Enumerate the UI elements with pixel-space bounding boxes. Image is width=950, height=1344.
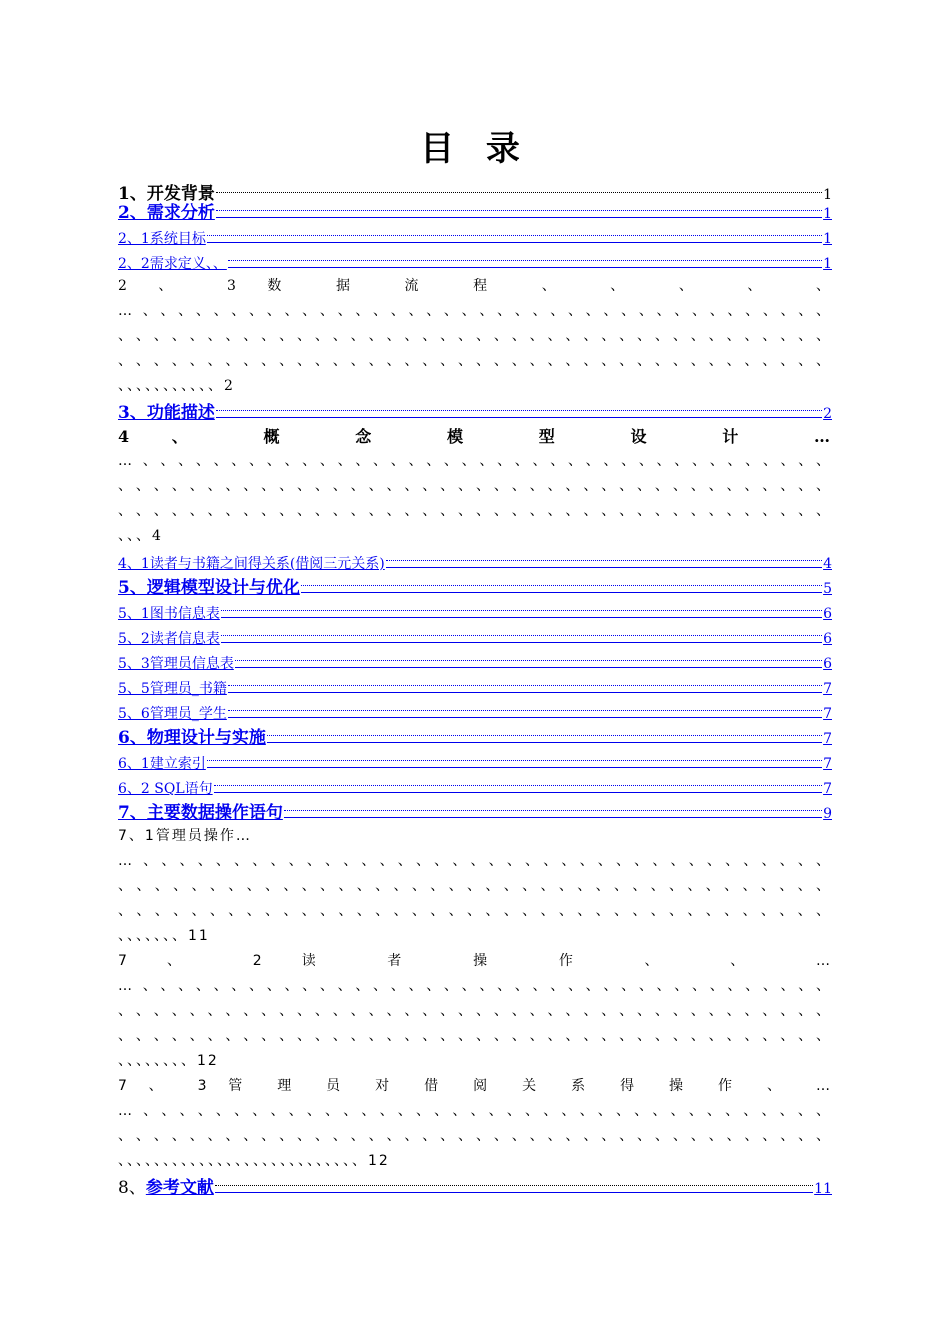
toc-link[interactable] xyxy=(118,399,832,424)
toc-entry[interactable] xyxy=(118,1174,832,1199)
toc-link[interactable] xyxy=(118,699,832,724)
toc-entry-label: 6、物理设计与实施 xyxy=(118,728,266,748)
toc-link[interactable] xyxy=(118,249,832,274)
toc-entry-label: 5、逻辑模型设计与优化 xyxy=(118,578,300,598)
toc-broken-line: 7、1管理员操作… xyxy=(118,828,252,844)
toc-entry-page: 1 xyxy=(823,256,832,272)
toc-entry-label: 5、5管理员_书籍 xyxy=(118,681,227,697)
toc-entry-page: 6 xyxy=(823,606,832,622)
toc-broken-line: 、、、、、、、、、、、、、、、、、、、、、、、、、、、、、、、、、、、、、、、、 xyxy=(118,1028,832,1044)
toc-entry-page: 1 xyxy=(823,231,832,247)
dot-leader xyxy=(228,699,822,718)
toc-entry-page: 7 xyxy=(823,731,832,747)
toc-link[interactable] xyxy=(118,224,832,249)
toc-entry-label: 3、功能描述 xyxy=(118,403,215,423)
toc-broken-entry xyxy=(118,1074,832,1174)
toc-entry-page: 11 xyxy=(814,1181,832,1197)
dot-leader xyxy=(235,649,822,668)
toc-entry-prefix: 8、 xyxy=(118,1178,146,1198)
dot-leader xyxy=(216,199,822,218)
toc-entry-label: 2、需求分析 xyxy=(118,203,215,223)
dot-leader xyxy=(221,624,822,643)
dot-leader xyxy=(207,224,822,243)
toc-broken-line: 7 、 3 管 理 员 对 借 阅 关 系 得 操 作 、 … xyxy=(118,1078,832,1094)
dot-leader xyxy=(214,774,822,793)
toc-broken-line: 、、、、、、、、、、、、、、、、、、、、、、、、、、、、、、、、、、、、、、、、 xyxy=(118,353,832,369)
dot-leader xyxy=(228,249,822,268)
toc-entry-label: 2、2需求定义、、 xyxy=(118,256,227,272)
toc-link[interactable] xyxy=(118,749,832,774)
toc-broken-line: …、、、、、、、、、、、、、、、、、、、、、、、、、、、、、、、、、、、、、、、 xyxy=(118,303,832,319)
toc-broken-line: …、、、、、、、、、、、、、、、、、、、、、、、、、、、、、、、、、、、、、、、 xyxy=(118,978,832,994)
toc-entry-label[interactable]: 参考文献 xyxy=(145,1178,214,1198)
toc-link[interactable] xyxy=(118,199,832,224)
dot-leader xyxy=(216,399,822,418)
dot-leader xyxy=(221,599,822,618)
toc-broken-line: 、、、4 xyxy=(118,528,163,544)
toc-link[interactable] xyxy=(118,574,832,599)
toc-broken-line: 、、、、、、、、、、、、、、、、、、、、、、、、、、、、、、、、、、、、、、、 xyxy=(118,878,832,894)
toc-broken-entry xyxy=(118,824,832,949)
toc-entry-label: 6、1建立索引 xyxy=(118,756,206,772)
toc-entry-label: 5、1图书信息表 xyxy=(118,606,220,622)
toc-link[interactable] xyxy=(118,774,832,799)
toc-broken-line: 、、、、、、、、、、、、、、、、、、、、、、、、、、、、、、、、、、、、、、、、 xyxy=(118,478,832,494)
toc-link[interactable] xyxy=(118,599,832,624)
toc-broken-line: 、、、、、、、、、、、、、、、、、、、、、、、、、、、、、、、、、、、、、、、、 xyxy=(118,503,832,519)
toc-broken-line: 、、、、、、、、、、、2 xyxy=(118,378,235,394)
toc-link[interactable] xyxy=(118,649,832,674)
dot-leader xyxy=(301,574,822,593)
toc-broken-line: 、、、、、、、、、、、、、、、、、、、、、、、、、、、、、、、、、、、、、、、、 xyxy=(118,1128,832,1144)
dot-leader xyxy=(284,799,822,818)
toc-broken-line: …、、、、、、、、、、、、、、、、、、、、、、、、、、、、、、、、、、、、、、、 xyxy=(118,453,832,469)
toc-broken-line: 4 、 概 念 模 型 设 计 … xyxy=(118,427,832,446)
toc-entry[interactable] xyxy=(118,174,832,204)
toc-broken-line: 、、、、、、、、、、、、、、、、、、、、、、、、、、、、、、、、、、、、、、、 xyxy=(118,903,832,919)
toc-broken-entry xyxy=(118,949,832,1074)
toc-page xyxy=(118,124,832,1199)
toc-broken-entry xyxy=(118,424,832,549)
dot-leader xyxy=(267,724,822,743)
toc-broken-line: 、、、、、、、、、、、、、、、、、、、、、、、、、、、、、、、、、、、、、、、、 xyxy=(118,328,832,344)
dot-leader xyxy=(216,174,822,199)
toc-link[interactable] xyxy=(118,549,832,574)
toc-entry-page: 5 xyxy=(823,581,832,597)
toc-link[interactable] xyxy=(118,674,832,699)
dot-leader xyxy=(386,549,822,568)
toc-entry-page: 9 xyxy=(823,806,832,822)
toc-broken-line: …、、、、、、、、、、、、、、、、、、、、、、、、、、、、、、、、、、、、、、 xyxy=(118,1103,832,1119)
toc-entry-page: 6 xyxy=(823,631,832,647)
toc-broken-line: 、、、、、、、、、、、、、、、、、、、、、、、、、、、12 xyxy=(118,1153,390,1169)
toc-entry-label: 5、3管理员信息表 xyxy=(118,656,234,672)
toc-broken-line: 7 、 2 读 者 操 作 、 、 … xyxy=(118,953,832,969)
toc-entry-page: 2 xyxy=(823,406,832,422)
toc-entry-label: 5、2读者信息表 xyxy=(118,631,220,647)
toc-entry-page: 1 xyxy=(823,206,832,222)
dot-leader xyxy=(207,749,822,768)
toc-broken-line: 、、、、、、、、、、、、、、、、、、、、、、、、、、、、、、、、、、、、、、、、 xyxy=(118,1003,832,1019)
toc-link[interactable] xyxy=(118,624,832,649)
dot-leader xyxy=(215,1174,813,1193)
toc-entry-page: 7 xyxy=(823,706,832,722)
toc-entry-page: 1 xyxy=(823,187,832,203)
toc-entry-label: 5、6管理员_学生 xyxy=(118,706,227,722)
toc-broken-line: 、、、、、、、、12 xyxy=(118,1053,219,1069)
toc-broken-line: …、、、、、、、、、、、、、、、、、、、、、、、、、、、、、、、、、、、、、、 xyxy=(118,853,832,869)
toc-entry-label: 2、1系统目标 xyxy=(118,231,206,247)
toc-broken-line: 、、、、、、、11 xyxy=(118,928,210,944)
toc-entry-page: 6 xyxy=(823,656,832,672)
toc-entry-page: 4 xyxy=(823,556,832,572)
toc-entry-label: 6、2 SQL语句 xyxy=(118,781,213,797)
toc-entry-page: 7 xyxy=(823,681,832,697)
toc-entry-page: 7 xyxy=(823,781,832,797)
toc-entry-label: 1、开发背景 xyxy=(118,184,215,204)
toc-entry-page: 7 xyxy=(823,756,832,772)
page-title: 目 录 xyxy=(420,129,530,169)
toc-broken-entry xyxy=(118,274,832,399)
toc-link[interactable] xyxy=(118,799,832,824)
dot-leader xyxy=(228,674,822,693)
toc-entry-label: 4、1读者与书籍之间得关系(借阅三元关系) xyxy=(118,556,385,572)
toc-link[interactable] xyxy=(118,724,832,749)
toc-entry-label: 7、主要数据操作语句 xyxy=(118,803,283,823)
toc-broken-line: 2 、 3 数 据 流 程 、 、 、 、 、 xyxy=(118,278,832,294)
